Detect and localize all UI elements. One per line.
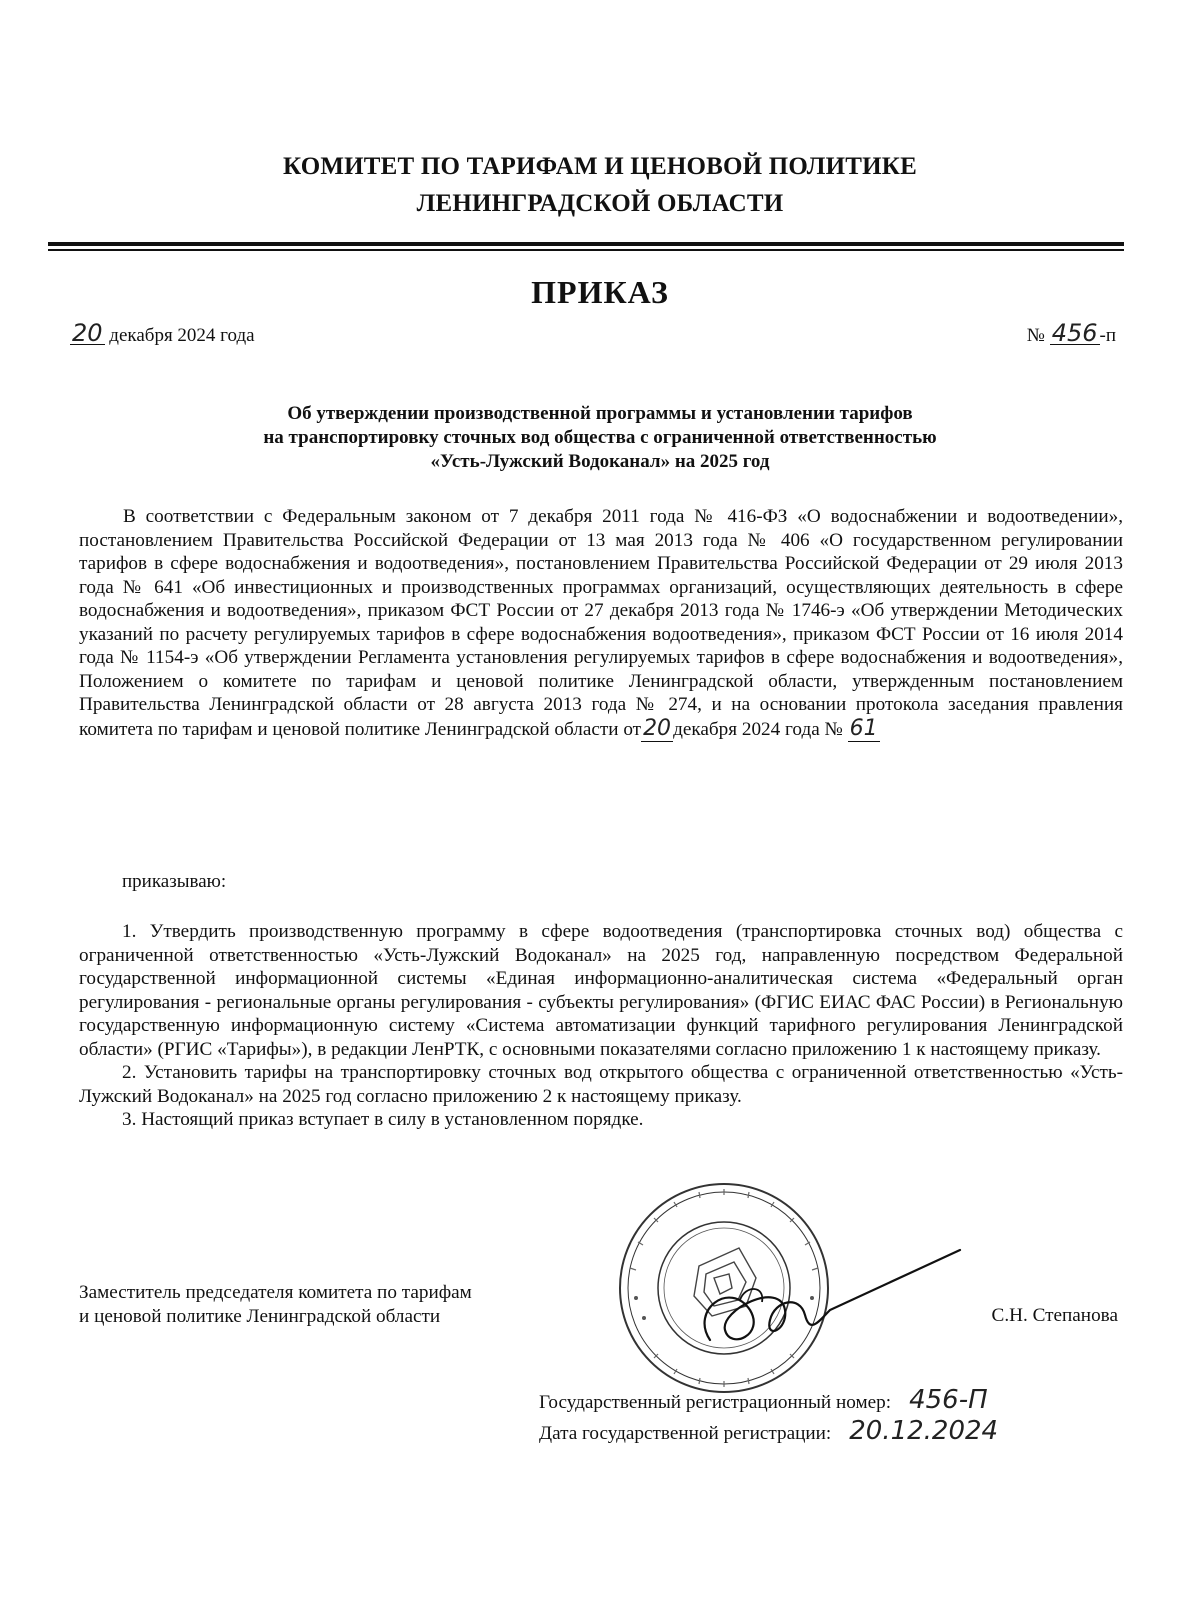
document-type-title: ПРИКАЗ (531, 274, 669, 310)
order-items (79, 920, 1123, 1132)
registration-number-row (539, 1386, 998, 1417)
handwritten-protocol-number: 61 (849, 715, 878, 741)
issuer-header (0, 148, 1200, 222)
subject-line-1: Об утверждении производственной программы и установлении тарифов (287, 403, 913, 424)
handwritten-signature (670, 1240, 970, 1370)
order-word: приказываю: (122, 871, 227, 892)
handwritten-number: 456 (1051, 319, 1098, 347)
handwritten-day: 20 (72, 319, 103, 347)
registration-block (539, 1386, 998, 1448)
signer-position-line-2: и ценовой политике Ленинградской области (79, 1306, 441, 1327)
order-item: 2. Установить тарифы на транспортировку сточных вод открытого общества с ограниченной ответственностью «Усть-Лужский Водоканал» на 2025 год согласно приложению 2 к настоящему приказу. (79, 1062, 1123, 1107)
issuer-line-1: КОМИТЕТ ПО ТАРИФАМ И ЦЕНОВОЙ ПОЛИТИКЕ (283, 153, 917, 180)
registration-date-row (539, 1417, 998, 1448)
subject-line-2: на транспортировку сточных вод общества с ограниченной ответственностью (263, 427, 937, 448)
date-rest: декабря 2024 года (109, 325, 255, 346)
handwritten-protocol-day: 20 (643, 715, 672, 741)
issuer-line-2: ЛЕНИНГРАДСКОЙ ОБЛАСТИ (416, 190, 784, 217)
rule-thin (48, 249, 1124, 251)
rule-thick (48, 242, 1124, 246)
order-item: 1. Утвердить производственную программу в сфере водоотведения (транспортировка сточных вод) общества с ограниченной ответственностью «Усть-Лужский Водоканал» на 2025 год, направленную посредством Федеральной государственной информационной системы «Единая информационно-аналитическая система «Федеральный орган регулирования - региональные органы регулирования - субъекты регулирования» (ФГИС ЕИАС ФАС России) в Региональную государственную информационную систему «Система автоматизации функций тарифного регулирования Ленинградской области» (РГИС «Тарифы»), в редакции ЛенРТК, с основными показателями согласно приложению 1 к настоящему приказу. (79, 921, 1123, 1060)
preamble-main: В соответствии с Федеральным законом от 7 декабря 2011 года № 416-ФЗ «О водоснабжении и водоотведении», постановлением Правительства Российской Федерации от 13 мая 2013 года № 406 «О государственном регулировании тарифов в сфере водоснабжения и водоотведения», постановлением Правительства Российской Федерации от 29 июля 2013 года № 641 «Об инвестиционных и производственных программах организаций, осуществляющих деятельность в сфере водоснабжения и водоотведения», приказом ФСТ России от 27 декабря 2013 года № 1746-э «Об утверждении Методических указаний по расчету регулируемых тарифов в сфере водоснабжения водоотведения», приказом ФСТ России от 16 июля 2014 года № 1154-э «Об утверждении Регламента установления регулируемых тарифов в сфере водоснабжения и водоотведения», Положением о комитете по тарифам и ценовой политике Ленинградской области, утвержденным постановлением Правительства Ленинградской области от 28 августа 2013 года № 274, и на основании протокола заседания правления комитета по тарифам и ценовой политике Ленинградской области от (79, 506, 1123, 740)
registration-number-label: Государственный регистрационный номер: (539, 1392, 892, 1413)
preamble-text (79, 505, 1123, 741)
document-number (1026, 319, 1116, 347)
document-date (70, 319, 255, 347)
signer-position (79, 1281, 472, 1329)
signer-position-line-1: Заместитель председателя комитета по тарифам (79, 1282, 472, 1303)
handwritten-registration-number: 456-П (909, 1385, 988, 1415)
document-subject (0, 402, 1200, 474)
number-prefix: № (1026, 325, 1045, 346)
handwritten-registration-date: 20.12.2024 (849, 1416, 999, 1446)
number-suffix: -п (1099, 325, 1116, 346)
preamble-paragraph (79, 505, 1123, 741)
order-item: 3. Настоящий приказ вступает в силу в установленном порядке. (122, 1109, 644, 1130)
registration-date-label: Дата государственной регистрации: (539, 1423, 832, 1444)
signer-name: С.Н. Степанова (991, 1305, 1118, 1326)
subject-line-3: «Усть-Лужский Водоканал» на 2025 год (430, 451, 770, 472)
preamble-after-day: декабря 2024 года № (673, 718, 843, 740)
header-double-rule (48, 242, 1124, 252)
